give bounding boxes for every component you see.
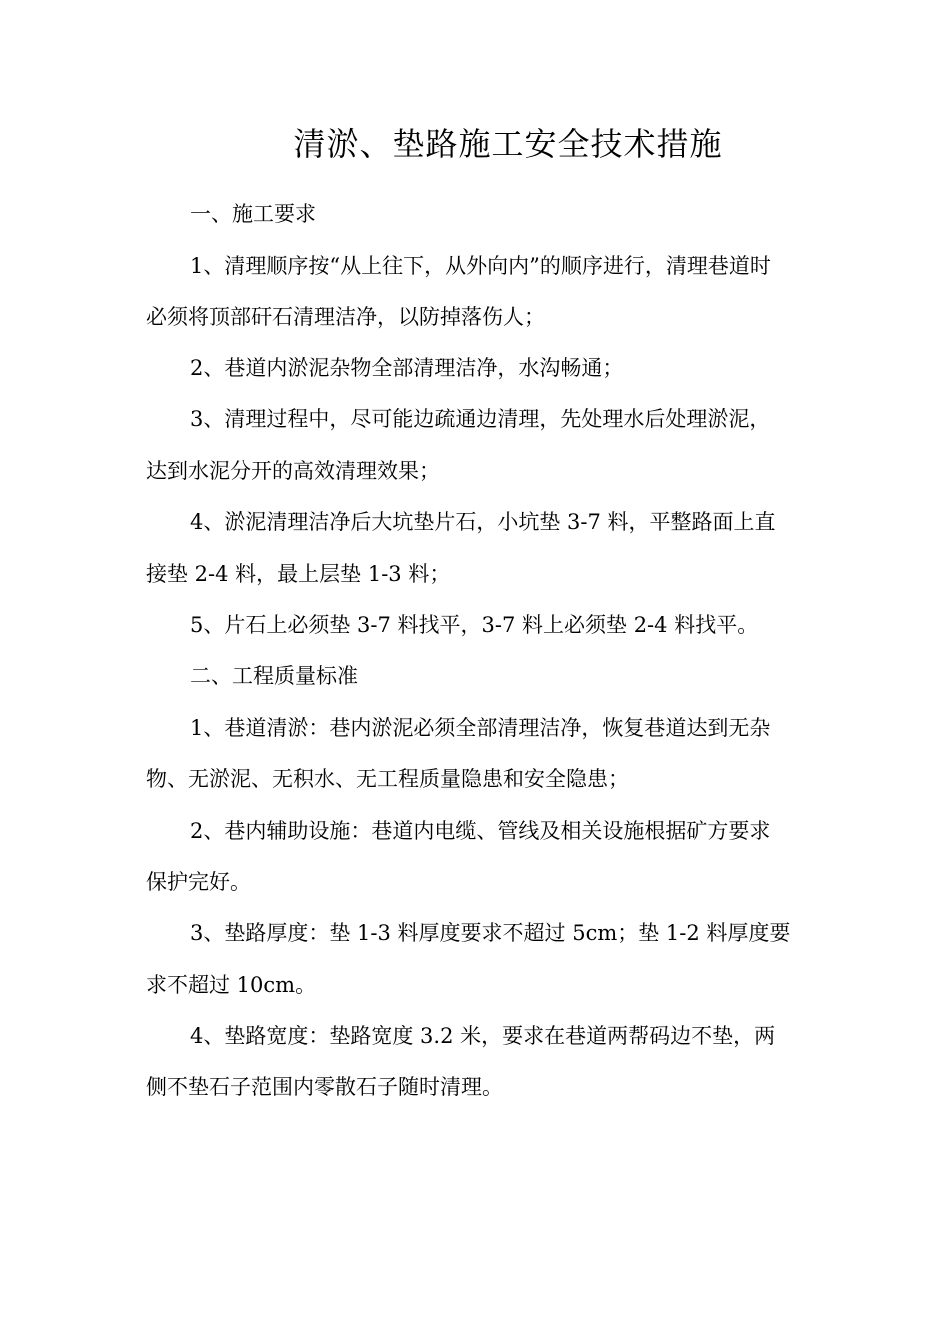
paragraph-3-line-1: 3、清理过程中，尽可能边疏通边清理，先处理水后处理淤泥， <box>190 407 771 431</box>
standard-3-line-1: 3、垫路厚度：垫 1-3 料厚度要求不超过 5cm；垫 1-2 料厚度要 <box>190 921 791 945</box>
paragraph-3-line-2: 达到水泥分开的高效清理效果； <box>146 459 440 483</box>
paragraph-4-line-2: 接垫 2-4 料，最上层垫 1-3 料； <box>146 562 451 586</box>
paragraph-5-line-1: 5、片石上必须垫 3-7 料找平，3-7 料上必须垫 2-4 料找平。 <box>190 613 759 637</box>
paragraph-1-line-1: 1、清理顺序按“从上往下，从外向内”的顺序进行，清理巷道时 <box>190 254 771 278</box>
section-heading-quality-standards: 二、工程质量标准 <box>190 664 358 688</box>
paragraph-1-line-2: 必须将顶部矸石清理洁净，以防掉落伤人； <box>146 305 545 329</box>
paragraph-2-line-1: 2、巷道内淤泥杂物全部清理洁净，水沟畅通； <box>190 356 624 380</box>
standard-4-line-2: 侧不垫石子范围内零散石子随时清理。 <box>146 1075 503 1099</box>
paragraph-4-line-1: 4、淤泥清理洁净后大坑垫片石，小坑垫 3-7 料，平整路面上直 <box>190 510 776 534</box>
standard-4-line-1: 4、垫路宽度：垫路宽度 3.2 米，要求在巷道两帮码边不垫，两 <box>190 1024 776 1048</box>
section-heading-construction-requirements: 一、施工要求 <box>190 202 316 226</box>
document-title: 清淤、垫路施工安全技术措施 <box>293 125 723 163</box>
standard-2-line-2: 保护完好。 <box>146 870 251 894</box>
standard-1-line-1: 1、巷道清淤：巷内淤泥必须全部清理洁净，恢复巷道达到无杂 <box>190 716 771 740</box>
standard-2-line-1: 2、巷内辅助设施：巷道内电缆、管线及相关设施根据矿方要求 <box>190 819 771 843</box>
standard-1-line-2: 物、无淤泥、无积水、无工程质量隐患和安全隐患； <box>146 767 629 791</box>
standard-3-line-2: 求不超过 10cm。 <box>146 973 317 997</box>
